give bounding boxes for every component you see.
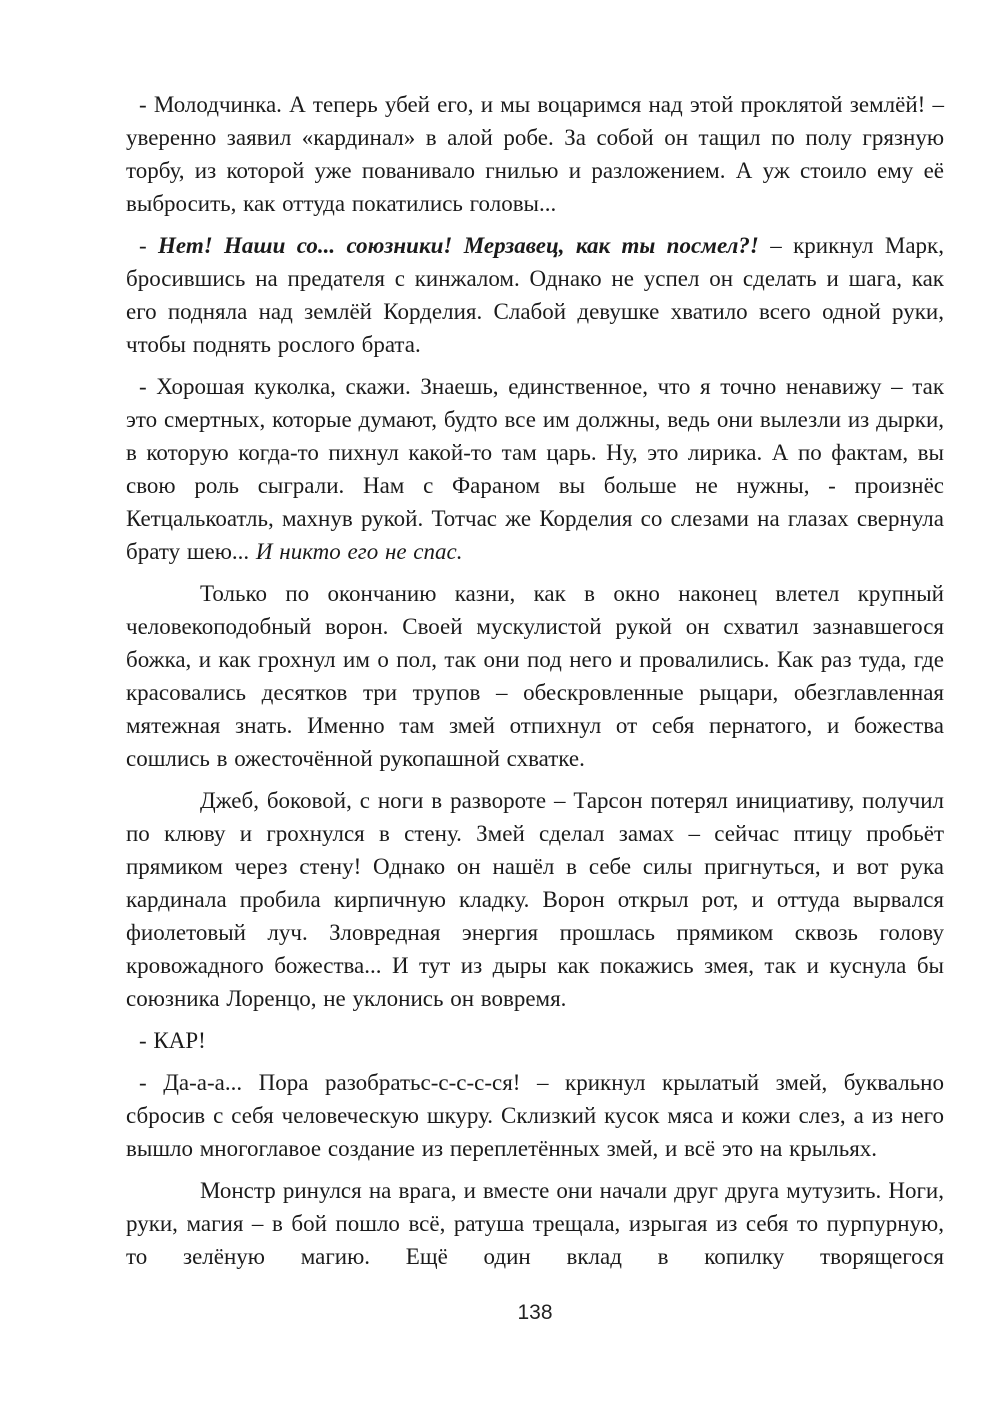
paragraph-dzheb-bokovoy <box>126 784 944 1015</box>
text-run-italic: И никто его не спас. <box>255 539 463 564</box>
text-run: Только по окончанию казни, как в окно наконец влетел крупный человекоподобный ворон. Своей мускулистой рукой он схватил зазнавшегося божка, и как грохнул им о пол, так они под него и провалились. Как раз туда, где красовались десятков три трупов – обескровленные рыцари, обезглавленная мятежная знать. Именно там змей отпихнул от себя пернатого, и божества сошлись в ожесточённой рукопашной схватке. <box>126 581 944 771</box>
text-run-bold-italic: Нет! Наши со... союзники! Мерзавец, как ты посмел?! <box>158 233 759 258</box>
text-run: - Да-а-а... Пора разобратьс-с-с-с-ся! – крикнул крылатый змей, буквально сбросив с себя человеческую шкуру. Склизкий кусок мяса и кожи слез, а из него вышло многоглавое создание из переплетённых змей, и всё это на крыльях. <box>126 1070 944 1161</box>
text-run: - <box>139 233 159 258</box>
text-run: - Молодчинка. А теперь убей его, и мы воцаримся над этой проклятой землёй! – уверенно заявил «кардинал» в алой робе. За собой он тащил по полу грязную торбу, из которой уже пованивало гнилью и разложением. А уж стоило ему её выбросить, как оттуда покатились головы... <box>126 92 944 216</box>
paragraph-net-soyuzniki <box>126 229 944 361</box>
paragraph-da-a-a <box>126 1066 944 1165</box>
paragraph-monstr <box>126 1174 944 1273</box>
text-run: - КАР! <box>139 1028 206 1053</box>
text-run: Джеб, боковой, с ноги в развороте – Тарсон потерял инициативу, получил по клюву и грохнулся в стену. Змей сделал замах – сейчас птицу пробьёт прямиком через стену! Однако он нашёл в себе силы пригнуться, и вот рука кардинала пробила кирпичную кладку. Ворон открыл рот, и оттуда вырвался фиолетовый луч. Зловредная энергия прошлась прямиком сквозь голову кровожадного божества... И тут из дыры как покажись змея, так и куснула бы союзника Лоренцо, не уклонись он вовремя. <box>126 788 944 1011</box>
text-run: - Хорошая куколка, скажи. Знаешь, единственное, что я точно ненавижу – так это смертных, которые думают, будто все им должны, ведь они вылезли из дырки, в которую когда-то пихнул какой-то там царь. Ну, это лирика. А по фактам, вы свою роль сыграли. Нам с Фараном вы больше не нужны, - произнёс Кетцалькоатль, махнув рукой. Тотчас же Корделия со слезами на глазах свернула брату шею... <box>126 374 944 564</box>
text-run: – крикнул Марк, бросившись на предателя с кинжалом. Однако не успел он сделать и шага, как его подняла над землёй Корделия. Слабой девушке хватило всего одной руки, чтобы поднять рослого брата. <box>126 233 944 357</box>
text-run: Монстр ринулся на врага, и вместе они начали друг друга мутузить. Ноги, руки, магия – в бой пошло всё, ратуша трещала, изрыгая из себя то пурпурную, то зелёную магию. Ещё один вклад в копилку творящегося <box>126 1178 944 1269</box>
paragraph-kazn-voron <box>126 577 944 775</box>
paragraph-kar <box>126 1024 944 1057</box>
text-block <box>126 88 944 1282</box>
page-number: 138 <box>517 1301 553 1324</box>
paragraph-molodchinka <box>126 88 944 220</box>
paragraph-horoshaya-kukolka <box>126 370 944 568</box>
